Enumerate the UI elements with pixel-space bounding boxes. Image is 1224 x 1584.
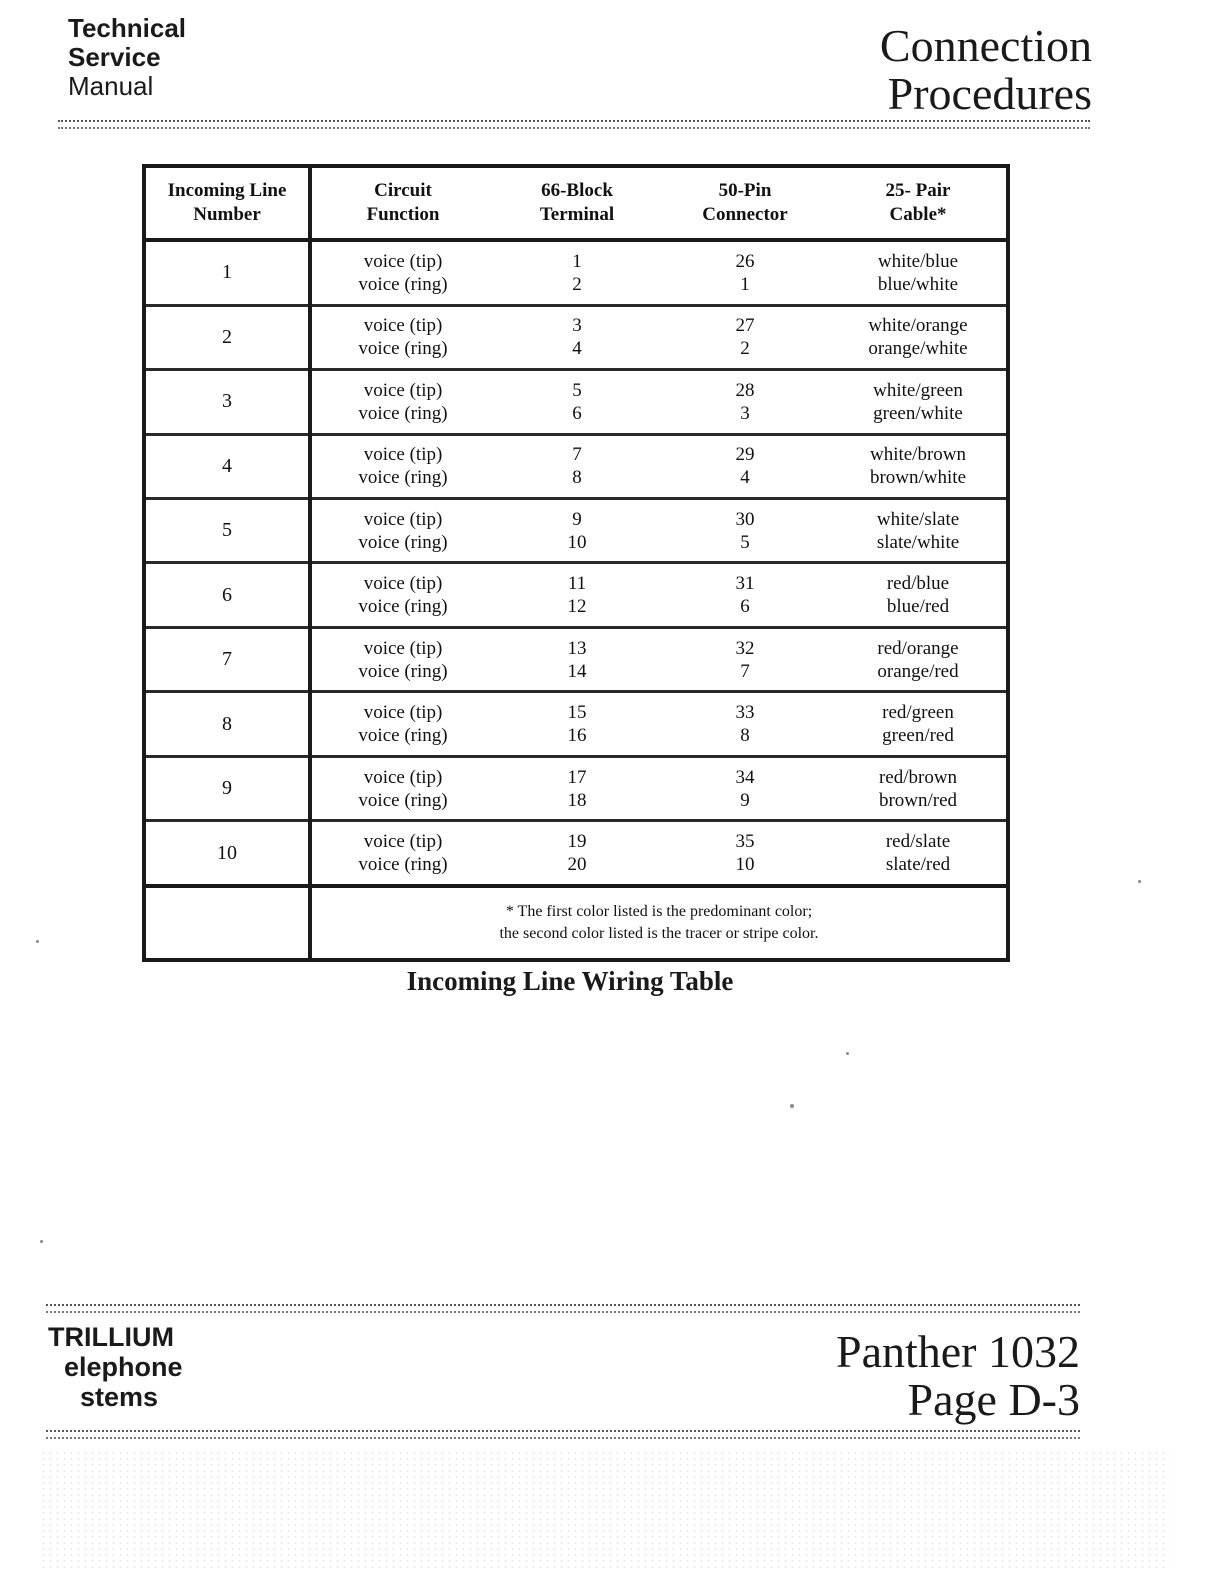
cell-value: voice (tip) <box>363 315 443 337</box>
cell-value: voice (tip) <box>363 379 443 401</box>
cell-value: 17 <box>567 766 587 788</box>
cell-value: white/blue <box>877 250 959 272</box>
header-50-pin-connector <box>660 168 830 240</box>
pin-connector <box>660 756 830 820</box>
cell-value: 18 <box>567 789 587 811</box>
cell-value: red/blue <box>886 573 950 595</box>
circuit-function <box>310 692 494 756</box>
cell-value: red/slate <box>885 831 951 853</box>
cell-value: brown/red <box>878 789 958 811</box>
cell-value: orange/white <box>868 338 968 360</box>
cell-value: voice (ring) <box>358 467 448 489</box>
circuit-function <box>310 240 494 305</box>
cell-value: 9 <box>740 789 750 811</box>
company-name-line: stems <box>80 1382 159 1412</box>
pin-connector <box>660 692 830 756</box>
cell-value: 10 <box>567 531 587 553</box>
cell-value: 8 <box>740 725 750 747</box>
header-label: Incoming Line <box>167 180 287 201</box>
cable-color <box>830 692 1006 756</box>
cell-value: voice (ring) <box>358 273 448 295</box>
scan-speck <box>790 1104 794 1108</box>
circuit-function <box>310 563 494 627</box>
circuit-function <box>310 305 494 369</box>
cell-value: voice (ring) <box>358 402 448 424</box>
scan-speck <box>846 1052 849 1055</box>
line-number: 1 <box>146 240 310 305</box>
block-terminal <box>494 627 660 691</box>
cell-value: green/red <box>882 725 954 747</box>
cell-value: 15 <box>567 702 587 724</box>
manual-title-line: Service <box>68 42 161 72</box>
cell-value: 10 <box>735 854 755 876</box>
cell-value: voice (tip) <box>363 766 443 788</box>
company-name-line: elephone <box>64 1352 183 1382</box>
line-number: 7 <box>146 627 310 691</box>
cell-value: white/slate <box>876 508 960 530</box>
section-title-line: Connection <box>879 20 1092 71</box>
cell-value: voice (ring) <box>358 789 448 811</box>
cell-value: voice (tip) <box>363 702 443 724</box>
table-row <box>146 821 1006 886</box>
cell-value: blue/white <box>877 273 959 295</box>
circuit-function <box>310 498 494 562</box>
cell-value: 4 <box>572 338 582 360</box>
manual-title-line: Manual <box>68 71 154 101</box>
cable-color <box>830 756 1006 820</box>
line-number: 5 <box>146 498 310 562</box>
cell-value: 5 <box>572 379 582 401</box>
pin-connector <box>660 821 830 886</box>
footnote-line: the second color listed is the tracer or stripe color. <box>499 925 819 942</box>
cell-value: 14 <box>567 660 587 682</box>
cell-value: 11 <box>567 573 587 595</box>
cell-value: voice (tip) <box>363 637 443 659</box>
cell-value: voice (tip) <box>363 573 443 595</box>
cell-value: white/brown <box>869 444 967 466</box>
cell-value: 9 <box>572 508 582 530</box>
cell-value: 1 <box>572 250 582 272</box>
pin-connector <box>660 498 830 562</box>
cell-value: 7 <box>572 444 582 466</box>
cable-color <box>830 370 1006 434</box>
section-title-line: Procedures <box>887 68 1092 119</box>
cable-color <box>830 627 1006 691</box>
cell-value: 34 <box>735 766 755 788</box>
cell-value: 2 <box>572 273 582 295</box>
manual-title <box>68 14 186 101</box>
cell-value: blue/red <box>886 596 950 618</box>
cell-value: 29 <box>735 444 755 466</box>
cell-value: 5 <box>740 531 750 553</box>
block-terminal <box>494 756 660 820</box>
cell-value: voice (ring) <box>358 725 448 747</box>
table-row <box>146 370 1006 434</box>
page-number: Page D-3 <box>907 1374 1080 1425</box>
cell-value: white/green <box>873 379 963 401</box>
footer-divider-top <box>46 1304 1080 1313</box>
cell-value: 32 <box>735 637 755 659</box>
cell-value: red/orange <box>877 637 959 659</box>
cable-color <box>830 498 1006 562</box>
cell-value: 13 <box>567 637 587 659</box>
block-terminal <box>494 370 660 434</box>
scan-speck <box>40 1240 43 1243</box>
cell-value: 26 <box>735 250 755 272</box>
cell-value: voice (tip) <box>363 508 443 530</box>
cell-value: 7 <box>740 660 750 682</box>
manual-title-line: Technical <box>68 13 187 43</box>
table-caption: Incoming Line Wiring Table <box>406 966 734 996</box>
table-row <box>146 756 1006 820</box>
pin-connector <box>660 305 830 369</box>
line-number: 9 <box>146 756 310 820</box>
line-number: 2 <box>146 305 310 369</box>
company-name <box>48 1322 183 1412</box>
cell-value: 3 <box>740 402 750 424</box>
cable-color <box>830 563 1006 627</box>
header-label: Connector <box>702 204 788 225</box>
header-66-block-terminal <box>494 168 660 240</box>
pin-connector <box>660 370 830 434</box>
pin-connector <box>660 627 830 691</box>
header-label: 66-Block <box>541 180 613 201</box>
note-empty-cell <box>146 886 310 958</box>
cell-value: 16 <box>567 725 587 747</box>
cell-value: 33 <box>735 702 755 724</box>
page-identifier <box>836 1328 1080 1424</box>
table-row <box>146 563 1006 627</box>
header-label: 50-Pin <box>718 180 772 201</box>
header-label: Circuit <box>374 180 432 201</box>
cell-value: 4 <box>740 467 750 489</box>
cell-value: white/orange <box>868 315 968 337</box>
table-row <box>146 627 1006 691</box>
block-terminal <box>494 821 660 886</box>
block-terminal <box>494 240 660 305</box>
pin-connector <box>660 434 830 498</box>
circuit-function <box>310 370 494 434</box>
header-label: Function <box>366 204 440 225</box>
pin-connector <box>660 563 830 627</box>
cell-value: voice (ring) <box>358 338 448 360</box>
cell-value: 19 <box>567 831 587 853</box>
table-row <box>146 498 1006 562</box>
header-incoming-line <box>146 168 310 240</box>
wiring-table <box>142 164 1010 962</box>
cell-value: 35 <box>735 831 755 853</box>
line-number: 6 <box>146 563 310 627</box>
table-row <box>146 692 1006 756</box>
cell-value: 1 <box>740 273 750 295</box>
cell-value: red/brown <box>878 766 958 788</box>
cell-value: 27 <box>735 315 755 337</box>
pin-connector <box>660 240 830 305</box>
block-terminal <box>494 563 660 627</box>
wiring-table-grid <box>146 168 1006 958</box>
line-number: 10 <box>146 821 310 886</box>
footer-divider-bottom <box>46 1430 1080 1439</box>
cell-value: green/white <box>873 402 963 424</box>
cell-value: 28 <box>735 379 755 401</box>
cell-value: 12 <box>567 596 587 618</box>
company-name-line: TRILLIUM <box>48 1322 174 1352</box>
header-25-pair-cable <box>830 168 1006 240</box>
circuit-function <box>310 821 494 886</box>
header-label: Terminal <box>539 204 615 225</box>
cell-value: 30 <box>735 508 755 530</box>
cell-value: 20 <box>567 854 587 876</box>
header-label: Cable* <box>889 204 947 225</box>
footnote-line: * The first color listed is the predominant color; <box>505 903 813 920</box>
cell-value: 2 <box>740 338 750 360</box>
table-row <box>146 434 1006 498</box>
block-terminal <box>494 498 660 562</box>
circuit-function <box>310 627 494 691</box>
cell-value: voice (ring) <box>358 660 448 682</box>
header-label: Number <box>193 204 261 225</box>
circuit-function <box>310 434 494 498</box>
cell-value: voice (tip) <box>363 250 443 272</box>
product-name: Panther 1032 <box>835 1326 1080 1377</box>
circuit-function <box>310 756 494 820</box>
scan-speck <box>36 940 39 943</box>
block-terminal <box>494 692 660 756</box>
cable-color <box>830 240 1006 305</box>
cell-value: voice (ring) <box>358 854 448 876</box>
cell-value: voice (ring) <box>358 531 448 553</box>
table-header-row <box>146 168 1006 240</box>
table-footnote <box>310 886 1006 958</box>
cell-value: orange/red <box>877 660 959 682</box>
line-number: 8 <box>146 692 310 756</box>
cell-value: 6 <box>740 596 750 618</box>
cable-color <box>830 305 1006 369</box>
cable-color <box>830 434 1006 498</box>
cell-value: red/green <box>882 702 954 724</box>
cell-value: slate/red <box>885 854 951 876</box>
cable-color <box>830 821 1006 886</box>
cell-value: voice (tip) <box>363 444 443 466</box>
cell-value: brown/white <box>869 467 967 489</box>
table-row <box>146 305 1006 369</box>
cell-value: 6 <box>572 402 582 424</box>
block-terminal <box>494 434 660 498</box>
cell-value: 8 <box>572 467 582 489</box>
block-terminal <box>494 305 660 369</box>
section-title <box>880 22 1092 118</box>
cell-value: voice (tip) <box>363 831 443 853</box>
header-label: 25- Pair <box>885 180 951 201</box>
header-circuit-function <box>310 168 494 240</box>
scan-noise <box>40 1450 1170 1570</box>
scan-speck <box>1138 880 1141 883</box>
cell-value: 31 <box>735 573 755 595</box>
cell-value: 3 <box>572 315 582 337</box>
table-note-row <box>146 886 1006 958</box>
line-number: 4 <box>146 434 310 498</box>
cell-value: slate/white <box>876 531 960 553</box>
line-number: 3 <box>146 370 310 434</box>
header-divider <box>58 120 1090 129</box>
cell-value: voice (ring) <box>358 596 448 618</box>
table-row <box>146 240 1006 305</box>
